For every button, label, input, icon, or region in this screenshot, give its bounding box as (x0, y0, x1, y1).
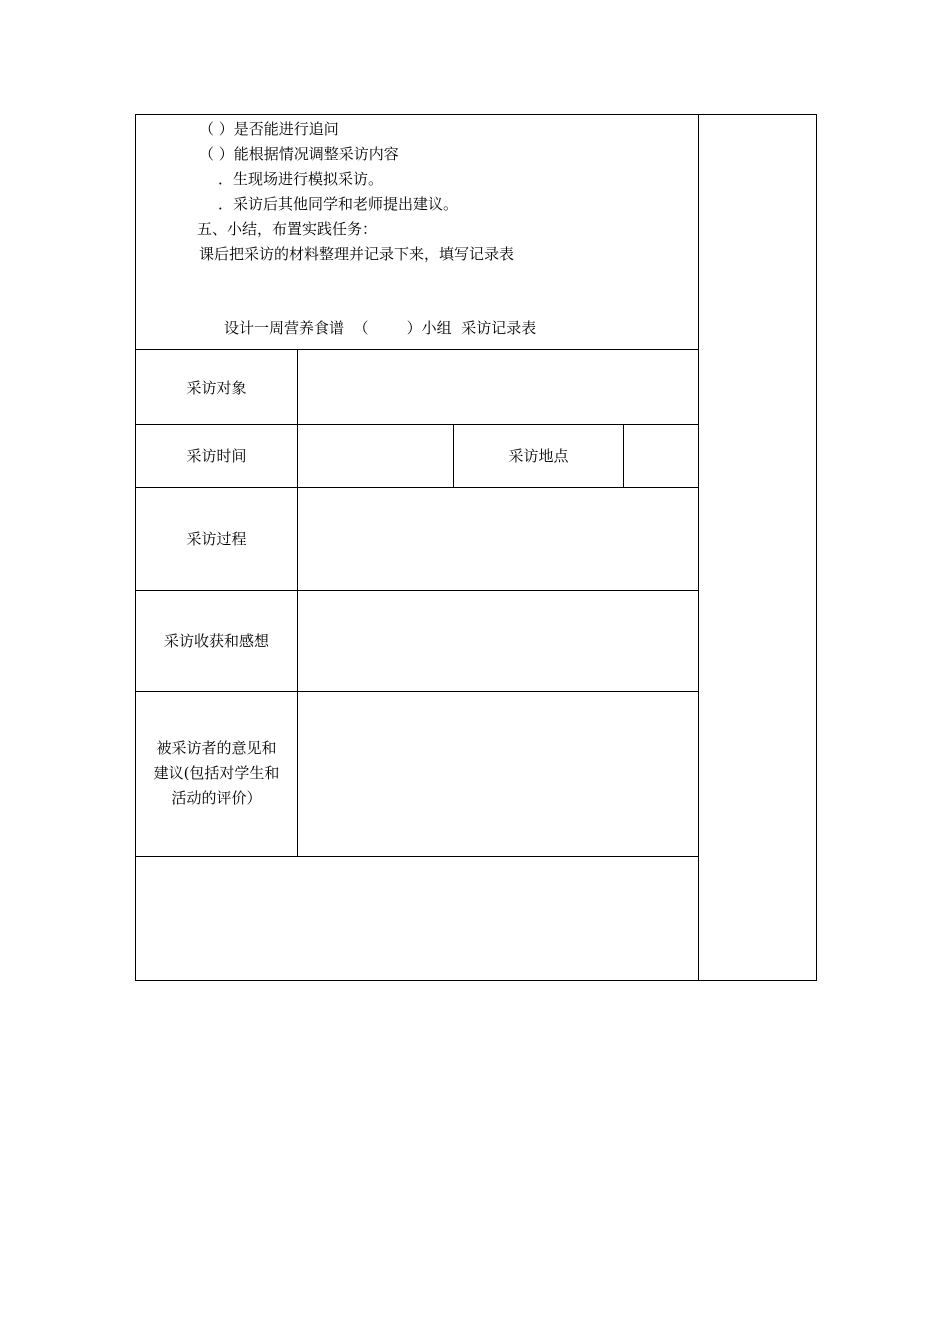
place-label: 采访地点 (508, 447, 569, 465)
outer-right-border (816, 114, 817, 981)
intro-line-follow-up: （ ）是否能进行追问 (199, 120, 339, 138)
place-value-field[interactable] (624, 425, 698, 487)
intro-line-mock-interview: ．生现场进行模拟采访。 (218, 170, 384, 188)
gains-value-field[interactable] (298, 591, 698, 691)
opinion-label-line-2: 建议(包括对学生和 (153, 764, 280, 782)
opinion-value-field[interactable] (298, 692, 698, 856)
time-label: 采访时间 (186, 447, 247, 465)
process-value-field[interactable] (298, 488, 698, 590)
intro-line-adjust-content: （ ）能根据情况调整采访内容 (199, 145, 399, 163)
intro-line-suggestions: ．采访后其他同学和老师提出建议。 (218, 195, 459, 213)
gains-label: 采访收获和感想 (163, 632, 269, 650)
form-title: 设计一周营养食谱 （ ）小组 采访记录表 (224, 319, 537, 337)
opinion-label-line-1: 被采访者的意见和 (156, 739, 277, 757)
time-value-field[interactable] (298, 425, 453, 487)
footer-notes-field[interactable] (136, 857, 698, 980)
process-label: 采访过程 (186, 530, 247, 548)
opinion-label-line-3: 活动的评价） (171, 789, 262, 807)
section-heading-summary: 五、小结，布置实践任务： (197, 220, 378, 238)
intro-line-homework: 课后把采访的材料整理并记录下来，填写记录表 (199, 245, 515, 263)
subject-value-field[interactable] (298, 350, 698, 424)
outer-bottom-border (135, 980, 817, 981)
subject-label: 采访对象 (186, 379, 247, 397)
side-notes-column[interactable] (699, 115, 816, 980)
